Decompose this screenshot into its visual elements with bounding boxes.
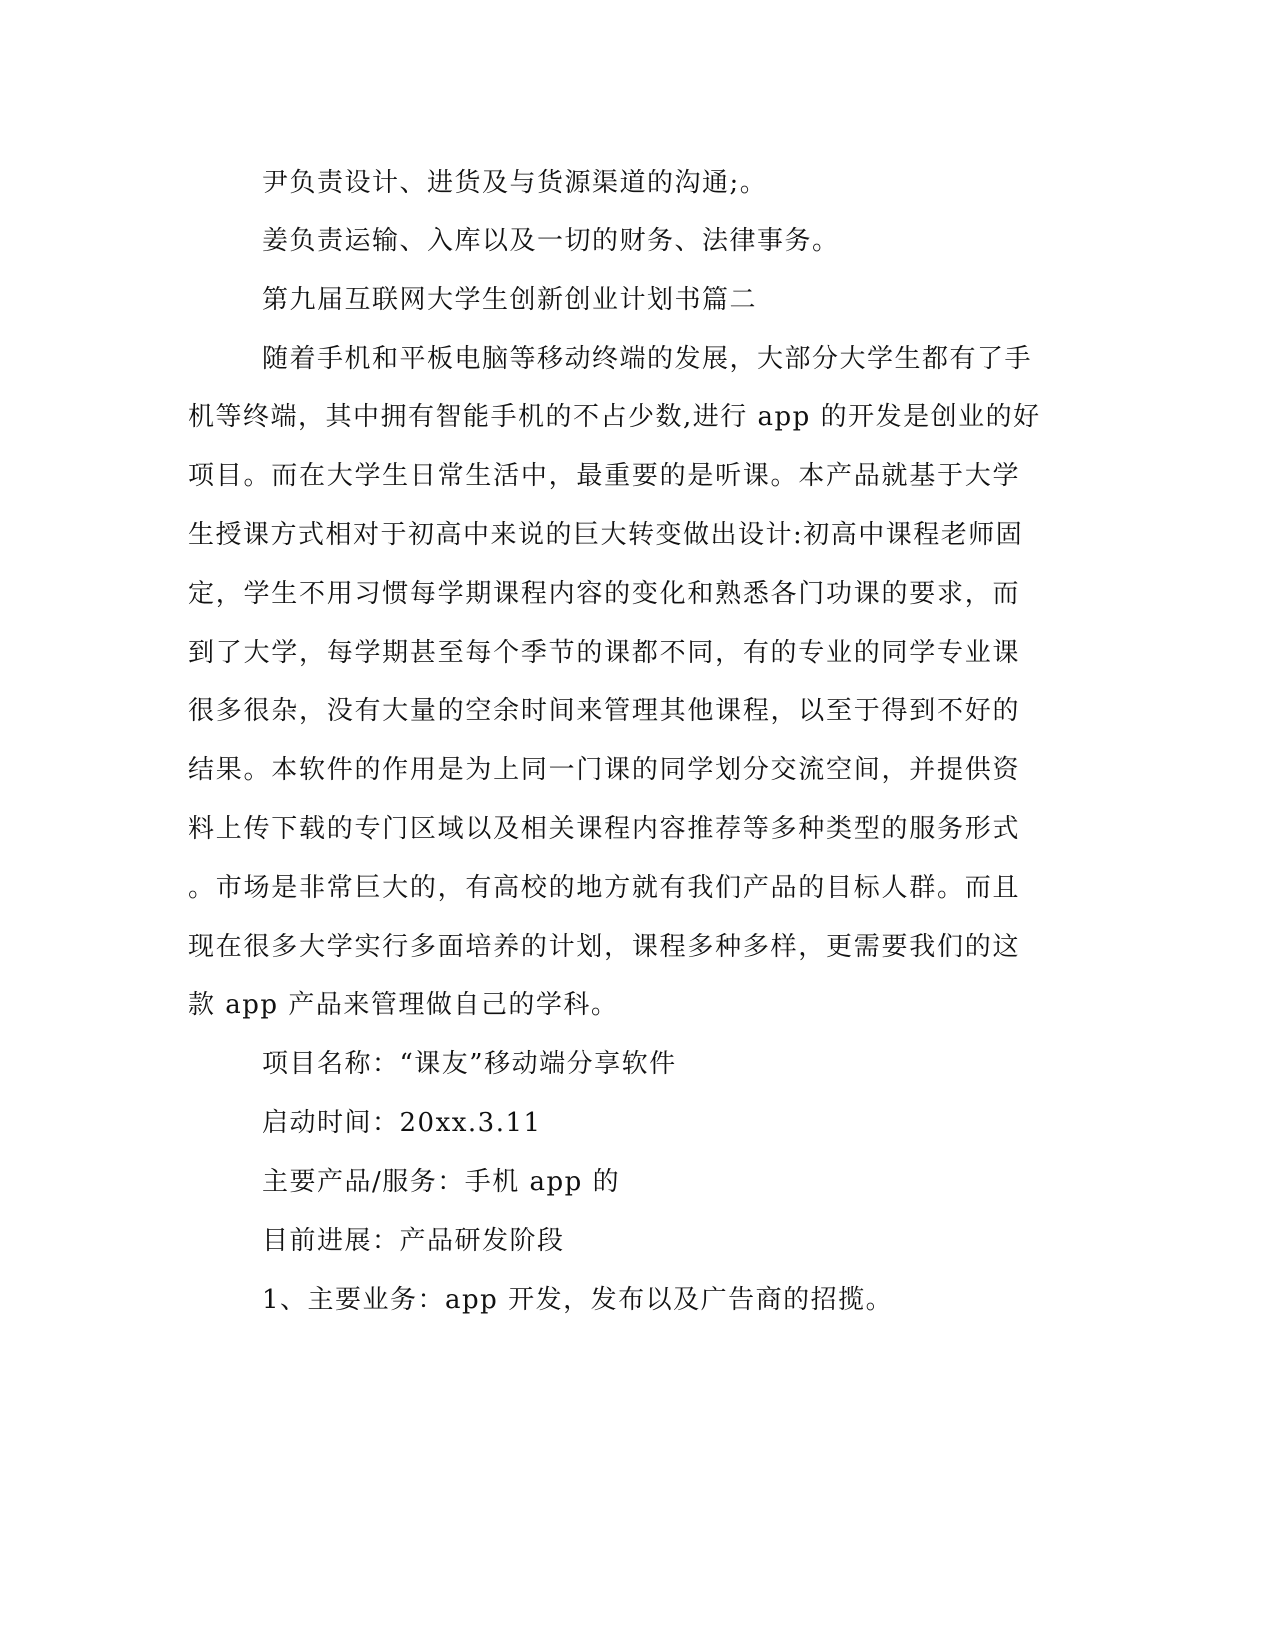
project-name-line: 项目名称：“课友”移动端分享软件 <box>262 1049 677 1079</box>
progress-line: 目前进展：产品研发阶段 <box>262 1226 565 1256</box>
paragraph-line-7: 很多很杂，没有大量的空余时间来管理其他课程，以至于得到不好的 <box>188 696 1020 726</box>
text-line-1: 尹负责设计、进货及与货源渠道的沟通;。 <box>262 168 768 198</box>
paragraph-line-3: 项目。而在大学生日常生活中，最重要的是听课。本产品就基于大学 <box>188 461 1020 491</box>
paragraph-line-5: 定，学生不用习惯每学期课程内容的变化和熟悉各门功课的要求，而 <box>188 579 1020 609</box>
start-time-line: 启动时间：20xx.3.11 <box>262 1108 542 1138</box>
paragraph-line-8: 结果。本软件的作用是为上同一门课的同学划分交流空间，并提供资 <box>188 755 1020 785</box>
text-line-2: 姜负责运输、入库以及一切的财务、法律事务。 <box>262 226 840 256</box>
paragraph-line-10: 。市场是非常巨大的，有高校的地方就有我们产品的目标人群。而且 <box>188 873 1020 903</box>
paragraph-line-11: 现在很多大学实行多面培养的计划，课程多种多样，更需要我们的这 <box>188 932 1020 962</box>
section-heading: 第九届互联网大学生创新创业计划书篇二 <box>262 285 758 315</box>
paragraph-line-1: 随着手机和平板电脑等移动终端的发展，大部分大学生都有了手 <box>262 344 1033 374</box>
paragraph-line-12: 款 app 产品来管理做自己的学科。 <box>188 990 619 1020</box>
product-service-line: 主要产品/服务：手机 app 的 <box>262 1167 621 1197</box>
paragraph-line-4: 生授课方式相对于初高中来说的巨大转变做出设计:初高中课程老师固 <box>188 520 1024 550</box>
paragraph-line-2: 机等终端，其中拥有智能手机的不占少数,进行 app 的开发是创业的好 <box>188 402 1041 432</box>
main-business-line: 1、主要业务：app 开发，发布以及广告商的招揽。 <box>262 1285 894 1315</box>
paragraph-line-9: 料上传下载的专门区域以及相关课程内容推荐等多种类型的服务形式 <box>188 814 1020 844</box>
paragraph-line-6: 到了大学，每学期甚至每个季节的课都不同，有的专业的同学专业课 <box>188 638 1020 668</box>
